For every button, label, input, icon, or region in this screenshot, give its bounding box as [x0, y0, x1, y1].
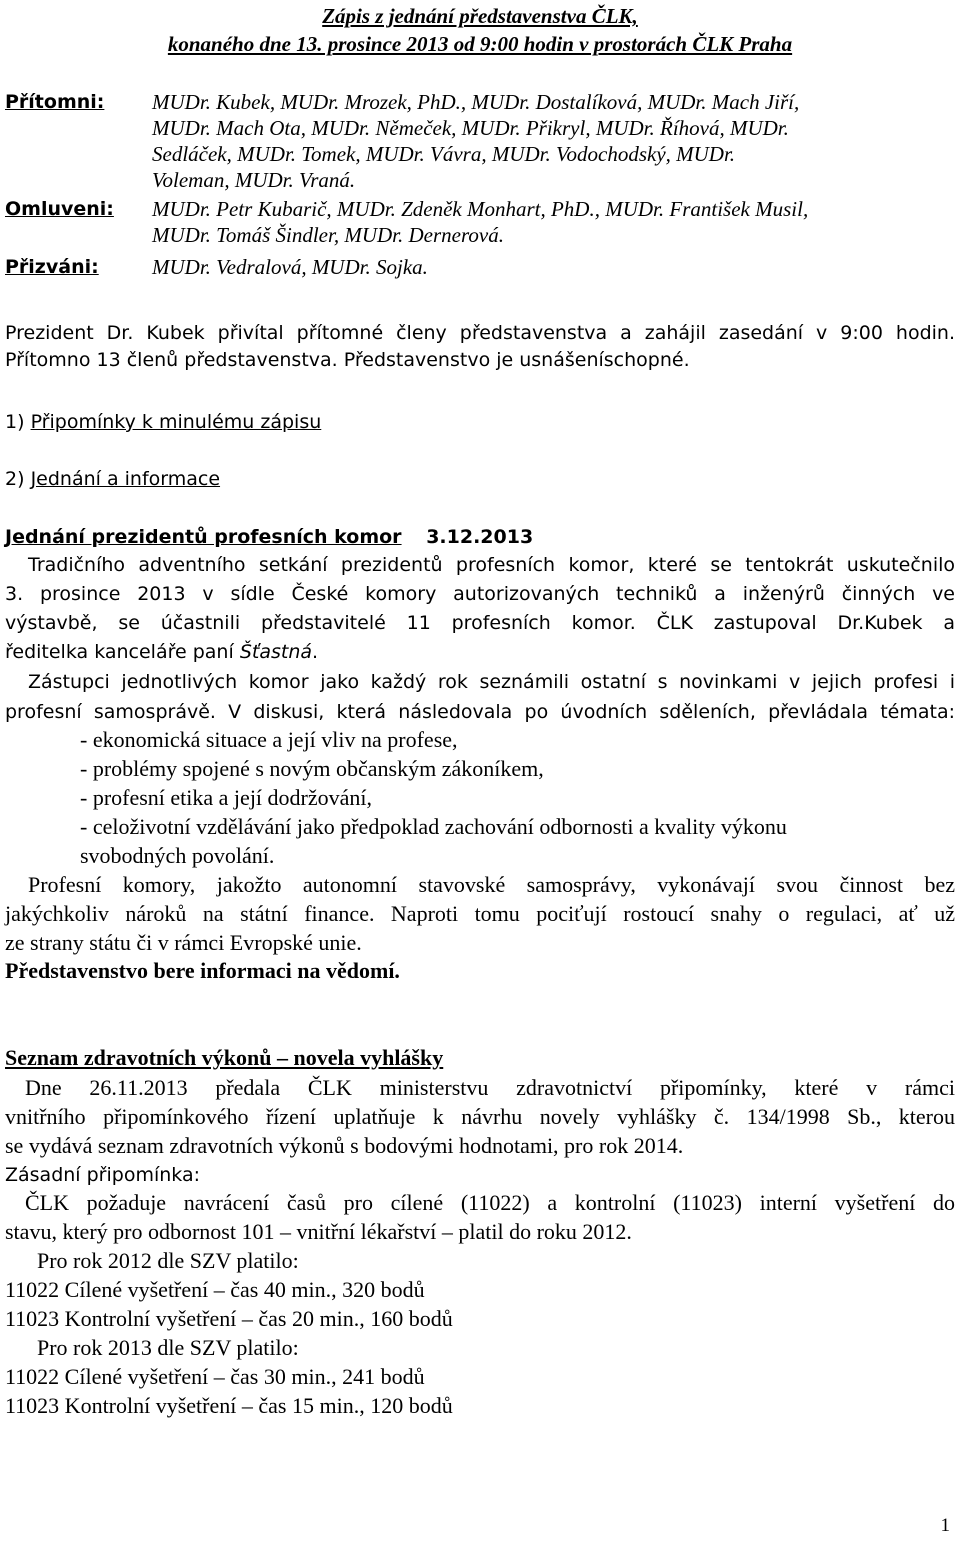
excused-line: MUDr. Tomáš Šindler, MUDr. Dernerová.	[152, 223, 504, 247]
meeting-heading	[5, 524, 533, 550]
section-1-number: 1)	[5, 411, 25, 433]
meeting-text-line: 3. prosince 2013 v sídle České komory autorizovaných techniků a inženýrů činných ve	[5, 583, 955, 605]
meeting-text-end: .	[312, 641, 319, 663]
meeting-text-line: jakýchkoliv nároků na státní finance. Naproti tomu pociťují rostoucí snahy o regulaci, ať už	[5, 901, 955, 926]
decree-request-line: stavu, který pro odbornost 101 – vnitřní lékařství – platil do roku 2012.	[5, 1219, 632, 1244]
decree-text-line: vnitřního připomínkového řízení uplatňuje k návrhu novely vyhlášky č. 134/1998 Sb., kterou	[5, 1104, 955, 1129]
invited-line: MUDr. Vedralová, MUDr. Sojka.	[152, 255, 428, 279]
decree-heading: Seznam zdravotních výkonů – novela vyhlášky	[5, 1045, 444, 1070]
excused-label: Omluveni:	[5, 198, 114, 220]
section-2-heading	[5, 466, 220, 492]
excused-line: MUDr. Petr Kubarič, MUDr. Zdeněk Monhart, PhD., MUDr. František Musil,	[152, 197, 809, 221]
section-1-title: Připomínky k minulému zápisu	[30, 411, 322, 433]
meeting-text-line: výstavbě, se účastnili představitelé 11 profesních komor. ČLK zastupoval Dr.Kubek a	[5, 612, 955, 634]
document-title-line1: Zápis z jednání představenstva ČLK,	[322, 4, 638, 28]
section-2-number: 2)	[5, 468, 25, 490]
document-title-line2: konaného dne 13. prosince 2013 od 9:00 hodin v prostorách ČLK Praha	[167, 32, 793, 56]
year-2013-item: 11022 Cílené vyšetření – čas 30 min., 241 bodů	[5, 1364, 425, 1389]
topic-bullet: - problémy spojené s novým občanským zákoníkem,	[80, 756, 544, 781]
meeting-heading-date: 3.12.2013	[426, 526, 534, 548]
topic-bullet: - celoživotní vzdělávání jako předpoklad zachování odbornosti a kvality výkonu	[80, 814, 787, 839]
present-label: Přítomni:	[5, 91, 105, 113]
present-line: MUDr. Mach Ota, MUDr. Němeček, MUDr. Přikryl, MUDr. Říhová, MUDr.	[152, 116, 789, 140]
year-2013-label: Pro rok 2013 dle SZV platilo:	[37, 1335, 299, 1360]
meeting-text-line: Tradičního adventního setkání prezidentů profesních komor, které se tentokrát uskutečnilo	[28, 554, 955, 576]
topic-bullet: - ekonomická situace a její vliv na profese,	[80, 727, 458, 752]
meeting-text-line: ze strany státu či v rámci Evropské unie.	[5, 930, 362, 955]
meeting-heading-title: Jednání prezidentů profesních komor	[5, 526, 402, 548]
meeting-conclusion: Představenstvo bere informaci na vědomí.	[5, 958, 400, 983]
decree-text-line: Dne 26.11.2013 předala ČLK ministerstvu zdravotnictví připomínky, které v rámci	[25, 1075, 955, 1100]
meeting-text-line: Zástupci jednotlivých komor jako každý rok seznámili ostatní s novinkami v jejich profesi i	[28, 671, 955, 693]
intro-line: Přítomno 13 členů představenstva. Představenstvo je usnášeníschopné.	[5, 349, 690, 371]
meeting-text-line: Profesní komory, jakožto autonomní stavovské samosprávy, vykonávají svou činnost bez	[28, 872, 955, 897]
meeting-text-line: profesní samosprávě. V diskusi, která následovala po úvodních sděleních, převládala témata:	[5, 701, 955, 723]
meeting-text-start: ředitelka kanceláře paní	[5, 641, 234, 663]
year-2012-label: Pro rok 2012 dle SZV platilo:	[37, 1248, 299, 1273]
section-1-heading	[5, 409, 321, 435]
meeting-text-line	[5, 639, 318, 665]
year-2012-item: 11023 Kontrolní vyšetření – čas 20 min., 160 bodů	[5, 1306, 453, 1331]
meeting-text-name: Šťastná	[239, 641, 312, 663]
intro-line: Prezident Dr. Kubek přivítal přítomné členy představenstva a zahájil zasedání v 9:00 hodin.	[5, 322, 955, 344]
main-comment-label: Zásadní připomínka:	[5, 1164, 201, 1186]
decree-text-line: se vydává seznam zdravotních výkonů s bodovými hodnotami, pro rok 2014.	[5, 1133, 684, 1158]
year-2013-item: 11023 Kontrolní vyšetření – čas 15 min., 120 bodů	[5, 1393, 453, 1418]
document-page	[5, 0, 955, 1541]
present-line: MUDr. Kubek, MUDr. Mrozek, PhD., MUDr. Dostalíková, MUDr. Mach Jiří,	[152, 90, 800, 114]
decree-request-line: ČLK požaduje navrácení časů pro cílené (11022) a kontrolní (11023) interní vyšetření do	[25, 1190, 955, 1215]
present-line: Voleman, MUDr. Vraná.	[152, 168, 356, 192]
present-line: Sedláček, MUDr. Tomek, MUDr. Vávra, MUDr. Vodochodský, MUDr.	[152, 142, 736, 166]
page-number: 1	[940, 1515, 950, 1536]
section-2-title: Jednání a informace	[30, 468, 221, 490]
topic-bullet-continuation: svobodných povolání.	[80, 843, 275, 868]
topic-bullet: - profesní etika a její dodržování,	[80, 785, 373, 810]
invited-label: Přizváni:	[5, 256, 99, 278]
year-2012-item: 11022 Cílené vyšetření – čas 40 min., 320 bodů	[5, 1277, 425, 1302]
